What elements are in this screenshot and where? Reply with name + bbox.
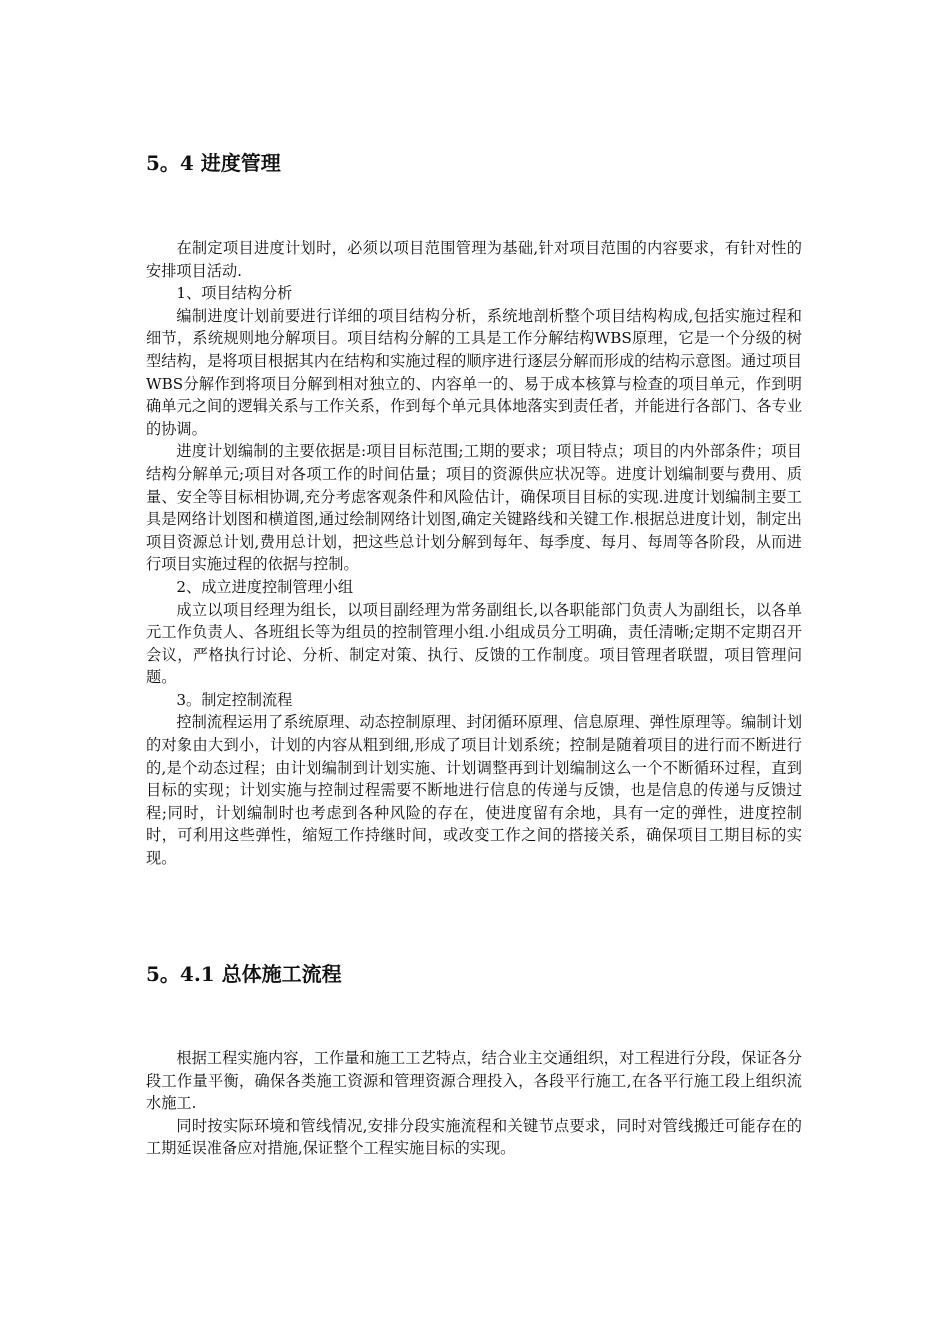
overall-flow-paragraph-1: 根据工程实施内容，工作量和施工工艺特点，结合业主交通组织，对工程进行分段，保证各分段工作量平衡，确保各类施工资源和管理资源合理投入，各段平行施工,在各平行施工段上组织流水施工. <box>146 1049 802 1113</box>
section-5-4-body <box>146 237 802 870</box>
control-process-paragraph: 控制流程运用了系统原理、动态控制原理、封闭循环原理、信息原理、弹性原理等。编制计划的对象由大到小，计划的内容从粗到细,形成了项目计划系统；控制是随着项目的进行而不断进行的,是个动态过程；由计划编制到计划实施、计划调整再到计划编制这么一个不断循环过程，直到目标的实现；计划实施与控制过程需要不断地进行信息的传递与反馈，也是信息的传递与反馈过程;同时，计划编制时也考虑到各种风险的存在，使进度留有余地，具有一定的弹性，进度控制时，可利用这些弹性，缩短工作持继时间，或改变工作之间的搭接关系，确保项目工期目标的实现。 <box>146 713 802 868</box>
subheading-control-process: 3。制定控制流程 <box>176 690 293 709</box>
section-5-4-1-body <box>146 1047 802 1160</box>
structure-analysis-paragraph: 编制进度计划前要进行详细的项目结构分析，系统地剖析整个项目结构构成,包括实施过程和细节，系统规则地分解项目。项目结构分解的工具是工作分解结构WBS原理，它是一个分级的树型结构，是将项目根据其内在结构和实施过程的顺序进行逐层分解而形成的结构示意图。通过项目WBS分解作到将项目分解到相对独立的、内容单一的、易于成本核算与检查的项目单元，作到明确单元之间的逻辑关系与工作关系，作到每个单元具体地落实到责任者，并能进行各部门、各专业的协调。 <box>146 306 802 438</box>
section-heading-5-4-1: 5。4.1 总体施工流程 <box>146 962 342 986</box>
overall-flow-paragraph-2: 同时按实际环境和管线情况,安排分段实施流程和关键节点要求，同时对管线搬迁可能存在的工期延误准备应对措施,保证整个工程实施目标的实现。 <box>146 1116 802 1158</box>
subheading-structure-analysis: 1、项目结构分析 <box>176 284 293 303</box>
section-heading-5-4: 5。4 进度管理 <box>146 151 281 175</box>
intro-paragraph: 在制定项目进度计划时，必须以项目范围管理为基础,针对项目范围的内容要求，有针对性的安排项目活动. <box>146 239 802 280</box>
subheading-control-group: 2、成立进度控制管理小组 <box>176 577 354 596</box>
schedule-basis-paragraph: 进度计划编制的主要依据是:项目目标范围;工期的要求；项目特点；项目的内外部条件；项目结构分解单元;项目对各项工作的时间估量；项目的资源供应状况等。进度计划编制要与费用、质量、安全等目标相协调,充分考虑客观条件和风险估计，确保项目目标的实现.进度计划编制主要工具是网络计划图和横道图,通过绘制网络计划图,确定关键路线和关键工作.根据总进度计划，制定出项目资源总计划,费用总计划，把这些总计划分解到每年、每季度、每月、每周等各阶段，从而进行项目实施过程的依据与控制。 <box>146 442 802 574</box>
control-group-paragraph: 成立以项目经理为组长，以项目副经理为常务副组长,以各职能部门负责人为副组长，以各单元工作负责人、各班组长等为组员的控制管理小组.小组成员分工明确，责任清晰;定期不定期召开会议，严格执行讨论、分析、制定对策、执行、反馈的工作制度。项目管理者联盟，项目管理问题。 <box>146 600 802 687</box>
